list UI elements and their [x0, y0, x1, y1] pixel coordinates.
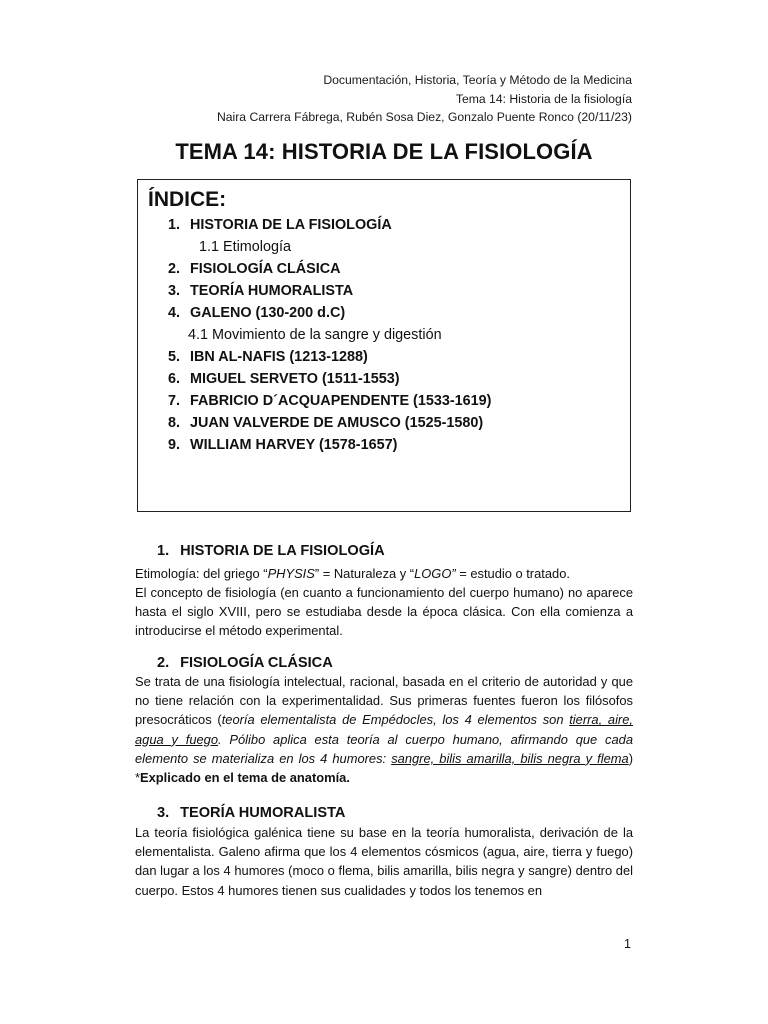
index-item: 9. WILLIAM HARVEY (1578-1657): [168, 437, 398, 453]
index-subitem: 1.1 Etimología: [199, 239, 291, 255]
section-3-body: La teoría fisiológica galénica tiene su base en la teoría humoralista, derivación de la elementalista. Galeno afirma que los 4 elementos cósmicos (agua, aire, tierra y fuego) dan lugar a los 4 humores (moco o flema, bilis amarilla, bilis negra y sangre) dentro del cuerpo. Estos 4 humores tienen sus cualidades y todos los tenemos en: [135, 825, 633, 898]
index-item: 7. FABRICIO D´ACQUAPENDENTE (1533-1619): [168, 393, 492, 409]
section-2-heading: 2. FISIOLOGÍA CLÁSICA: [157, 655, 333, 671]
index-item: 8. JUAN VALVERDE DE AMUSCO (1525-1580): [168, 415, 484, 431]
index-item: 4. GALENO (130-200 d.C): [168, 305, 346, 321]
section-2-body: Se trata de una fisiología intelectual, racional, basada en el criterio de autoridad y que no tiene relación con la experimentalidad. Sus primeras fuentes fueron los filósofos presocráticos (teoría elementalista de Empédocles, los 4 elementos son tierra, aire, agua y fuego. Pólibo aplica esta teoría al cuerpo humano, afirmando que cada elemento se materializa en los 4 humores: sangre, bilis amarilla, bilis negra y flema) *Explicado en el tema de anatomía.: [135, 674, 633, 786]
index-item: 6. MIGUEL SERVETO (1511-1553): [168, 371, 400, 387]
index-item: 3. TEORÍA HUMORALISTA: [168, 283, 354, 299]
index-box: [137, 179, 631, 512]
index-item: 5. IBN AL-NAFIS (1213-1288): [168, 349, 368, 365]
index-item: 1. HISTORIA DE LA FISIOLOGÍA: [168, 217, 392, 233]
section-1-body: El concepto de fisiología (en cuanto a funcionamiento del cuerpo humano) no aparece hasta el siglo XVIII, pero se estudiaba desde la época clásica. Con ella comienza a introducirse el método experimental.: [135, 585, 633, 639]
header-authors: Naira Carrera Fábrega, Rubén Sosa Diez, Gonzalo Puente Ronco (20/11/23): [216, 110, 632, 124]
section-1-heading: 1. HISTORIA DE LA FISIOLOGÍA: [157, 543, 385, 559]
section-1-etymology: Etimología: del griego “PHYSIS” = Naturaleza y “LOGO” = estudio o tratado.: [135, 566, 570, 581]
index-item: 2. FISIOLOGÍA CLÁSICA: [168, 261, 341, 277]
header-topic: Tema 14: Historia de la fisiología: [455, 91, 632, 106]
document-header: [217, 71, 632, 127]
index-subitem: 4.1 Movimiento de la sangre y digestión: [188, 327, 442, 343]
index-heading: ÍNDICE:: [148, 188, 227, 211]
document-title: TEMA 14: HISTORIA DE LA FISIOLOGÍA: [175, 139, 593, 164]
section-3-heading: 3. TEORÍA HUMORALISTA: [157, 805, 346, 821]
header-course: Documentación, Historia, Teoría y Método de la Medicina: [323, 73, 632, 87]
page-number: 1: [624, 937, 631, 951]
